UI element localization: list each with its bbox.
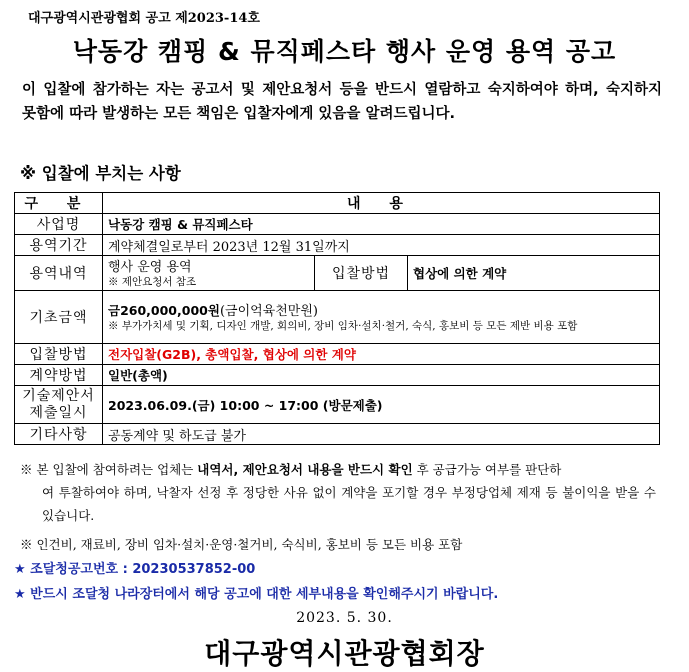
submission-label [15,386,103,424]
table-header-row [15,193,660,214]
scope-note: ※ 제안요청서 참조 [108,276,197,288]
note-paragraph-1 [20,458,656,527]
bidding-method: 전자입찰(G2B), 총액입찰, 협상에 의한 계약 [103,344,660,365]
period-value: 계약체결일로부터 2023년 12월 31일까지 [103,235,660,256]
table-row [15,291,660,344]
note1-part-a: ※ 본 입찰에 참여하려는 업체는 [20,462,198,477]
bid-method-inline: 협상에 의한 계약 [408,256,660,291]
table-row [15,214,660,235]
submission-label-line2: 제출일시 [29,404,88,421]
contract-method-label: 계약방법 [15,365,103,386]
notice-number: 대구광역시관광협회 공고 제2023-14호 [28,11,260,26]
base-amount-note: ※ 부가가치세 및 기획, 디자인 개발, 회의비, 장비 임차·설치·철거, 숙식, 홍보비 등 모든 제반 비용 포함 [108,320,578,332]
other-value: 공동계약 및 하도급 불가 [103,424,660,445]
note1-part-d: 여 투찰하여야 하며, 낙찰자 선정 후 정당한 사유 없이 계약을 포기할 경우 부정당업체 제재 등 불이익을 받을 수 있습니다. [42,485,656,523]
note-paragraph-2: ※ 인건비, 재료비, 장비 임차·설치·운영·철거비, 숙식비, 홍보비 등 모든 비용 포함 [20,537,463,552]
submission-datetime: 2023.06.09.(금) 10:00 ~ 17:00 (방문제출) [103,386,660,424]
check-details-notice: ★ 반드시 조달청 나라장터에서 해당 공고에 대한 세부내용을 확인해주시기 바랍니다. [14,587,499,602]
intro-paragraph: 이 입찰에 참가하는 자는 공고서 및 제안요청서 등을 반드시 열람하고 숙지하여야 하며, 숙지하지 못함에 따라 발생하는 모든 책임은 입찰자에게 있음을 알려드립니다. [22,82,662,122]
submission-label-line1: 기술제안서 [22,387,95,404]
project-name-label: 사업명 [15,214,103,235]
scope-label: 용역내역 [15,256,103,291]
note1-emphasis: 내역서, 제안요청서 내용을 반드시 확인 [197,462,413,477]
g2b-notice-number: ★ 조달청공고번호 : 20230537852-00 [14,562,256,577]
scope-value: 행사 운영 용역 [108,260,192,275]
bid-info-table [14,192,660,445]
project-name: 낙동강 캠핑 & 뮤직페스타 [103,214,660,235]
scope-cell [103,256,315,291]
table-row [15,365,660,386]
table-row [15,344,660,365]
contract-method: 일반(총액) [103,365,660,386]
section-heading: ※ 입찰에 부치는 사항 [20,164,181,183]
bidding-method-label: 입찰방법 [15,344,103,365]
period-label: 용역기간 [15,235,103,256]
table-row [15,386,660,424]
base-amount: 금260,000,000원 [108,303,220,318]
other-label: 기타사항 [15,424,103,445]
notice-date: 2023. 5. 30. [296,610,393,626]
base-amount-words: (금이억육천만원) [219,304,318,319]
bid-method-inline-label: 입찰방법 [315,256,408,291]
note1-part-c: 후 공급가능 여부를 판단하 [412,462,562,477]
table-row [15,235,660,256]
header-category: 구 분 [15,193,103,214]
table-row [15,256,660,291]
page-title: 낙동강 캠핑 & 뮤직페스타 행사 운영 용역 공고 [72,37,617,66]
base-amount-cell [103,291,660,344]
header-content: 내 용 [103,193,660,214]
organization-name: 대구광역시관광협회장 [204,637,485,670]
base-amount-label: 기초금액 [15,291,103,344]
table-row [15,424,660,445]
